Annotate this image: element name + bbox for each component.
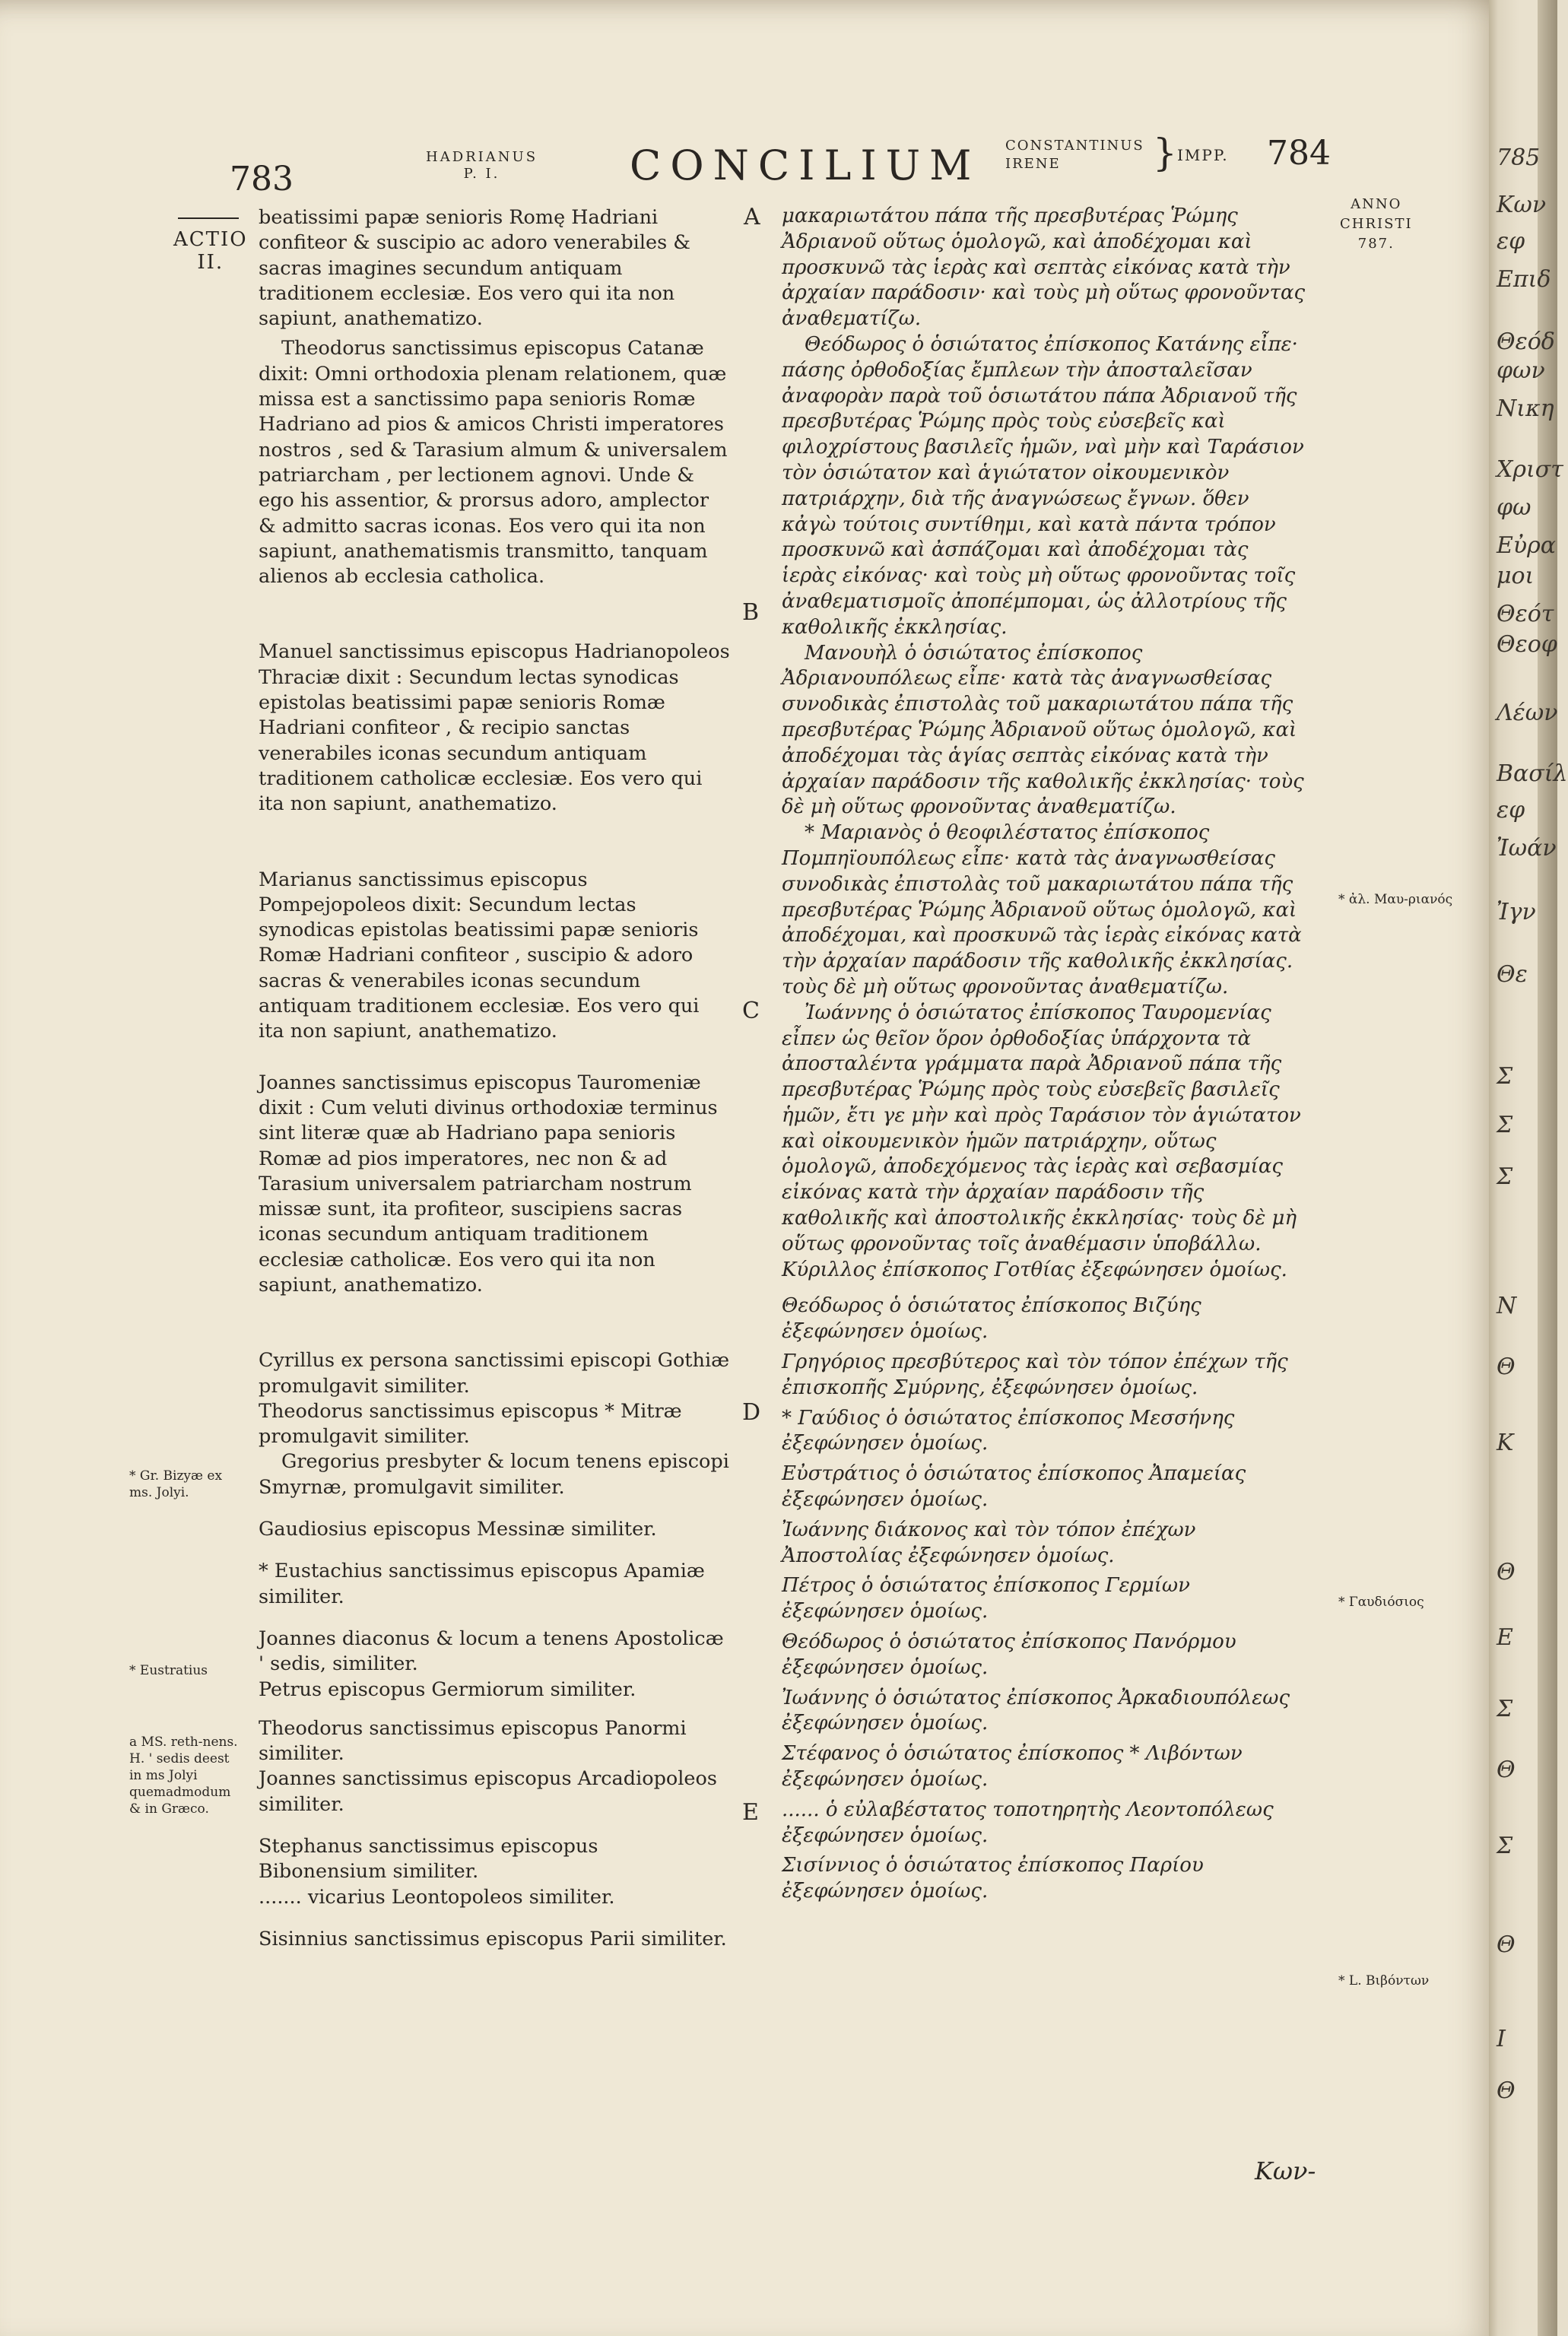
latin-paragraph: Marianus sanctissimus episcopus Pompejopoleos dixit: Secundum lectas synodicas epistolas beatissimi papæ senioris Romæ Hadriani confiteor , suscipio & adoro sacras & venerabiles iconas secundum antiquam traditionem ecclesiæ. Eos vero qui ita non sapiunt, anathematizo. <box>259 868 700 1043</box>
section-letter-a: A <box>744 204 760 230</box>
edge-fragment: Ν <box>1497 1293 1517 1319</box>
edge-fragment: Θε <box>1497 961 1528 988</box>
edge-fragment: Βασίλ <box>1497 760 1568 787</box>
greek-column <box>782 204 1306 1905</box>
greek-paragraph: * Γαύδιος ὁ ὁσιώτατος ἐπίσκοπος Μεσσήνης ἐξεφώνησεν ὁμοίως. <box>782 1406 1235 1455</box>
margin-note-eustratius: * Eustratius <box>129 1663 208 1678</box>
margin-actio <box>173 228 248 274</box>
greek-paragraph: Γρηγόριος πρεσβύτερος καὶ τὸν τόπον ἐπέχων τῆς ἐπισκοπῆς Σμύρνης, ἐξεφώνησεν ὁμοίως. <box>782 1350 1288 1399</box>
adjacent-page-edge <box>1489 0 1568 2336</box>
latin-paragraph: Joannes diaconus & locum a tenens Apostolicæ ' sedis, similiter. <box>259 1627 724 1676</box>
edge-fragment: Σ <box>1497 1833 1513 1859</box>
edge-fragment: Σ <box>1497 1163 1513 1190</box>
margin-actio-number: II. <box>197 251 224 274</box>
edge-fragment: Θεότ <box>1497 601 1554 627</box>
edge-fragment: Σ <box>1497 1112 1513 1138</box>
margin-anno-label: ANNO <box>1351 196 1402 212</box>
latin-paragraph: Petrus episcopus Germiorum similiter. <box>259 1677 636 1701</box>
greek-paragraph: Πέτρος ὁ ὁσιώτατος ἐπίσκοπος Γερμίων ἐξεφώνησεν ὁμοίως. <box>782 1574 1190 1623</box>
margin-note-manuscript: a MS. reth-nens. H. ' sedis deest in ms Jolyi quemadmodum & in Græco. <box>129 1735 238 1817</box>
edge-fragment: Ε <box>1497 1624 1513 1651</box>
edge-fragment: Κων <box>1497 192 1547 218</box>
latin-paragraph: Theodorus sanctissimus episcopus Catanæ dixit: Omni orthodoxia plenam relationem, quæ missa est a sanctissimo papa senioris Romæ Hadriano ad pios & amicos Christi imperatores nostros , sed & Tarasium almum & universalem patriarcham , per lectionem agnovi. Unde & ego his assentior, & prorsus adoro, amplector & admitto sacras iconas. Eos vero qui ita non sapiunt, anathematismis transmitto, tanquam alienos ab ecclesia catholica. <box>259 337 728 589</box>
edge-fragment: Εὐρα <box>1497 532 1557 559</box>
edge-fragment: Ἰωάν <box>1497 835 1557 862</box>
edge-fragment: Θ <box>1497 1757 1516 1783</box>
latin-paragraph: Gaudiosius episcopus Messinæ similiter. <box>259 1518 657 1541</box>
edge-fragment: Θ <box>1497 2077 1516 2104</box>
edge-fragment: Νικη <box>1497 395 1554 422</box>
greek-paragraph: Θεόδωρος ὁ ὁσιώτατος ἐπίσκοπος Βιζύης ἐξεφώνησεν ὁμοίως. <box>782 1294 1201 1344</box>
edge-fragment: Λέων <box>1497 700 1558 726</box>
catchword: Κων- <box>1255 2157 1316 2185</box>
latin-paragraph: Gregorius presbyter & locum tenens episcopi Smyrnæ, promulgavit similiter. <box>259 1450 729 1499</box>
latin-paragraph: Cyrillus ex persona sanctissimi episcopi Gothiæ promulgavit similiter. <box>259 1349 730 1398</box>
margin-actio-label: ACTIO <box>173 228 248 251</box>
edge-fragment: Θ <box>1497 1559 1516 1585</box>
running-head-hadrianus-title: P. I. <box>463 166 500 182</box>
running-head-emperor-irene: IRENE <box>1005 156 1061 172</box>
edge-fragment: Θεοφ <box>1497 631 1557 658</box>
section-letter-c: C <box>742 998 760 1024</box>
edge-fragment: μοι <box>1497 563 1535 589</box>
latin-paragraph: Joannes sanctissimus episcopus Arcadiopoleos similiter. <box>259 1767 717 1816</box>
running-head-emperors <box>1005 137 1144 173</box>
edge-fragment: φω <box>1497 494 1531 521</box>
edge-fragment: Σ <box>1497 1696 1513 1722</box>
edge-fragment: εφ <box>1497 228 1525 255</box>
running-head-hadrianus-name: HADRIANUS <box>426 149 538 165</box>
margin-rule <box>178 217 239 219</box>
greek-paragraph: ...... ὁ εὐλαβέστατος τοποτηρητὴς Λεοντοπόλεως ἐξεφώνησεν ὁμοίως. <box>782 1798 1274 1847</box>
edge-fragment: Σ <box>1497 1063 1513 1090</box>
latin-paragraph: Theodorus sanctissimus episcopus Panormi similiter. <box>259 1716 687 1766</box>
edge-fragment: Χριστ <box>1497 456 1563 483</box>
greek-paragraph: Εὐστράτιος ὁ ὁσιώτατος ἐπίσκοπος Ἀπαμείας ἐξεφώνησεν ὁμοίως. <box>782 1462 1246 1512</box>
edge-fragment: Κ <box>1497 1430 1514 1456</box>
edge-fragment: Ι <box>1497 2026 1506 2052</box>
margin-note-bibonton: * L. Βιβόντων <box>1338 1973 1430 1988</box>
greek-paragraph: Θεόδωρος ὁ ὁσιώτατος ἐπίσκοπος Κατάνης εἶπε· πάσης ὀρθοδοξίας ἔμπλεων τὴν ἀποσταλεῖσαν ἀναφορὰν παρὰ τοῦ ὁσιωτάτου πάπα Ἀδριανοῦ τῆς πρεσβυτέρας Ῥώμης πρὸς τοὺς εὐσεβεῖς καὶ φιλοχρίστους βασιλεῖς ἡμῶν, ναὶ μὴν καὶ Ταράσιον τὸν ὁσιώτατον καὶ ἁγιώτατον οἰκουμενικὸν πατριάρχην, διὰ τῆς ἀναγνώσεως ἔγνων. ὅθεν κἀγὼ τούτοις συντίθημι, καὶ κατὰ πάντα τρόπον προσκυνῶ καὶ ἀσπάζομαι καὶ ἀποδέχομαι τὰς ἱερὰς εἰκόνας· καὶ τοὺς μὴ οὕτως φρονοῦντας τοῖς ἀναθεματισμοῖς ἀποπέμπομαι, ὡς ἀλλοτρίους τῆς καθολικῆς ἐκκλησίας. <box>782 332 1304 639</box>
latin-paragraph: * Eustachius sanctissimus episcopus Apamiæ similiter. <box>259 1560 705 1608</box>
latin-paragraph: Joannes sanctissimus episcopus Tauromeniæ dixit : Cum veluti divinus orthodoxiæ terminus sint literæ quæ ab Hadriano papa senioris Romæ ad pios imperatores, nec non & ad Tarasium universalem patriarcham nostrum missæ sunt, ita profiteor, suscipiens sacras iconas secundum antiquam traditionem ecclesiæ catholicæ. Eos vero qui ita non sapiunt, anathematizo. <box>259 1071 718 1297</box>
section-letter-e: E <box>742 1799 759 1826</box>
edge-fragment: Επιδ <box>1497 266 1551 293</box>
margin-note-marianos: * ἀλ. Μαυ-ριανός <box>1338 892 1453 907</box>
edge-fragment: 785 <box>1497 144 1541 171</box>
greek-paragraph: μακαριωτάτου πάπα τῆς πρεσβυτέρας Ῥώμης Ἀδριανοῦ οὕτως ὁμολογῶ, καὶ ἀποδέχομαι καὶ προσκυνῶ τὰς ἱερὰς καὶ σεπτὰς εἰκόνας κατὰ τὴν ἀρχαίαν παράδοσιν· καὶ τοὺς μὴ οὕτως φρονοῦντας ἀναθεματίζω. <box>782 205 1306 331</box>
edge-fragment: Θεόδ <box>1497 328 1555 355</box>
greek-paragraph: Ἰωάννης ὁ ὁσιώτατος ἐπίσκοπος Ἀρκαδιουπόλεως ἐξεφώνησεν ὁμοίως. <box>782 1686 1290 1735</box>
greek-paragraph: Μανουὴλ ὁ ὁσιώτατος ἐπίσκοπος Ἀδριανουπόλεως εἶπε· κατὰ τὰς ἀναγνωσθείσας συνοδικὰς ἐπιστολὰς τοῦ μακαριωτάτου πάπα τῆς πρεσβυτέρας Ῥώμης Ἀδριανοῦ οὕτως ὁμολογῶ, καὶ ἀποδέχομαι τὰς ἁγίας σεπτὰς εἰκόνας κατὰ τὴν ἀρχαίαν παράδοσιν τῆς καθολικῆς ἐκκλησίας· τοὺς δὲ μὴ οὕτως φρονοῦντας ἀναθεματίζω. <box>782 641 1304 819</box>
latin-paragraph: ....... vicarius Leontopoleos similiter. <box>259 1885 615 1909</box>
greek-paragraph: Στέφανος ὁ ὁσιώτατος ἐπίσκοπος * Λιβόντων ἐξεφώνησεν ὁμοίως. <box>782 1742 1243 1792</box>
edge-fragment: εφ <box>1497 797 1525 824</box>
greek-paragraph: Ἰωάννης διάκονος καὶ τὸν τόπον ἐπέχων Ἀποστολίας ἐξεφώνησεν ὁμοίως. <box>782 1518 1196 1567</box>
margin-note-gaudiosus: * Γαυδιόσιος <box>1338 1595 1424 1610</box>
section-letter-b: B <box>742 599 760 626</box>
running-head-brace: } <box>1153 131 1177 175</box>
greek-paragraph: Σισίννιος ὁ ὁσιώτατος ἐπίσκοπος Παρίου ἐξεφώνησεν ὁμοίως. <box>782 1854 1204 1903</box>
greek-paragraph: * Μαριανὸς ὁ θεοφιλέστατος ἐπίσκοπος Πομπηϊουπόλεως εἶπε· κατὰ τὰς ἀναγνωσθείσας συνοδικὰς ἐπιστολὰς τοῦ μακαριωτάτου πάπα τῆς πρεσβυτέρας Ῥώμης Ἀδριανοῦ οὕτως ὁμολογῶ, καὶ ἀποδέχομαι, καὶ προσκυνῶ τὰς ἱερὰς εἰκόνας κατὰ τὴν ἀρχαίαν παράδοσιν τῆς καθολικῆς ἐκκλησίας. τοὺς δὲ μὴ οὕτως φρονοῦντας ἀναθεματίζω. <box>782 821 1302 998</box>
latin-paragraph: Stephanus sanctissimus episcopus Bibonensium similiter. <box>259 1835 598 1884</box>
latin-paragraph: beatissimi papæ senioris Romę Hadriani confiteor & suscipio ac adoro venerabiles & sacras imagines secundum antiquam traditionem ecclesiæ. Eos vero qui ita non sapiunt, anathematizo. <box>259 206 690 331</box>
latin-paragraph: Theodorus sanctissimus episcopus * Mitræ promulgavit similiter. <box>259 1399 682 1449</box>
edge-fragment: Θ <box>1497 1931 1516 1958</box>
page-number-right: 784 <box>1267 134 1331 173</box>
margin-note-mitrae: * Gr. Bizyæ ex ms. Jolyi. <box>129 1468 223 1500</box>
edge-fragment: Ἰγν <box>1497 899 1536 925</box>
greek-paragraph: Κύριλλος ἐπίσκοπος Γοτθίας ἐξεφώνησεν ὁμοίως. <box>782 1258 1287 1281</box>
running-head-impp: IMPP. <box>1177 146 1229 164</box>
greek-paragraph: Ἰωάννης ὁ ὁσιώτατος ἐπίσκοπος Ταυρομενίας εἶπεν ὡς θεῖον ὅρον ὀρθοδοξίας ὑπάρχοντα τὰ ἀποσταλέντα γράμματα παρὰ Ἀδριανοῦ πάπα τῆς πρεσβυτέρας Ῥώμης πρὸς τοὺς εὐσεβεῖς βασιλεῖς ἡμῶν, ἔτι γε μὴν καὶ πρὸς Ταράσιον τὸν ἁγιώτατον καὶ οἰκουμενικὸν ἡμῶν πατριάρχην, οὕτως ὁμολογῶ, ἀποδεχόμενος τὰς ἱερὰς καὶ σεβασμίας εἰκόνας κατὰ τὴν ἀρχαίαν παράδοσιν τῆς καθολικῆς καὶ ἀποστολικῆς ἐκκλησίας· τοὺς δὲ μὴ οὕτως φρονοῦντας τοῖς ἀναθέμασιν ὑποβάλλω. <box>782 1001 1301 1255</box>
running-head-emperor-constantinus: CONSTANTINUS <box>1005 138 1144 154</box>
running-head-title: CONCILIUM <box>630 141 981 189</box>
margin-anno-christi <box>1340 195 1413 254</box>
edge-fragment: Θ <box>1497 1354 1516 1380</box>
edge-fragment: φων <box>1497 357 1545 384</box>
page-number-left: 783 <box>230 160 294 198</box>
running-head-hadrianus <box>426 149 538 182</box>
margin-year: 787. <box>1357 236 1395 252</box>
latin-column <box>259 205 730 1952</box>
latin-paragraph: Sisinnius sanctissimus episcopus Parii similiter. <box>259 1927 727 1950</box>
latin-paragraph: Manuel sanctissimus episcopus Hadrianopoleos Thraciæ dixit : Secundum lectas synodicas epistolas beatissimi papæ senioris Romæ Hadriani confiteor , & recipio sanctas venerabiles iconas secundum antiquam traditionem catholicæ ecclesiæ. Eos vero qui ita non sapiunt, anathematizo. <box>259 640 730 816</box>
section-letter-d: D <box>742 1399 761 1426</box>
greek-paragraph: Θεόδωρος ὁ ὁσιώτατος ἐπίσκοπος Πανόρμου ἐξεφώνησεν ὁμοίως. <box>782 1630 1236 1679</box>
margin-christi-label: CHRISTI <box>1340 216 1413 232</box>
